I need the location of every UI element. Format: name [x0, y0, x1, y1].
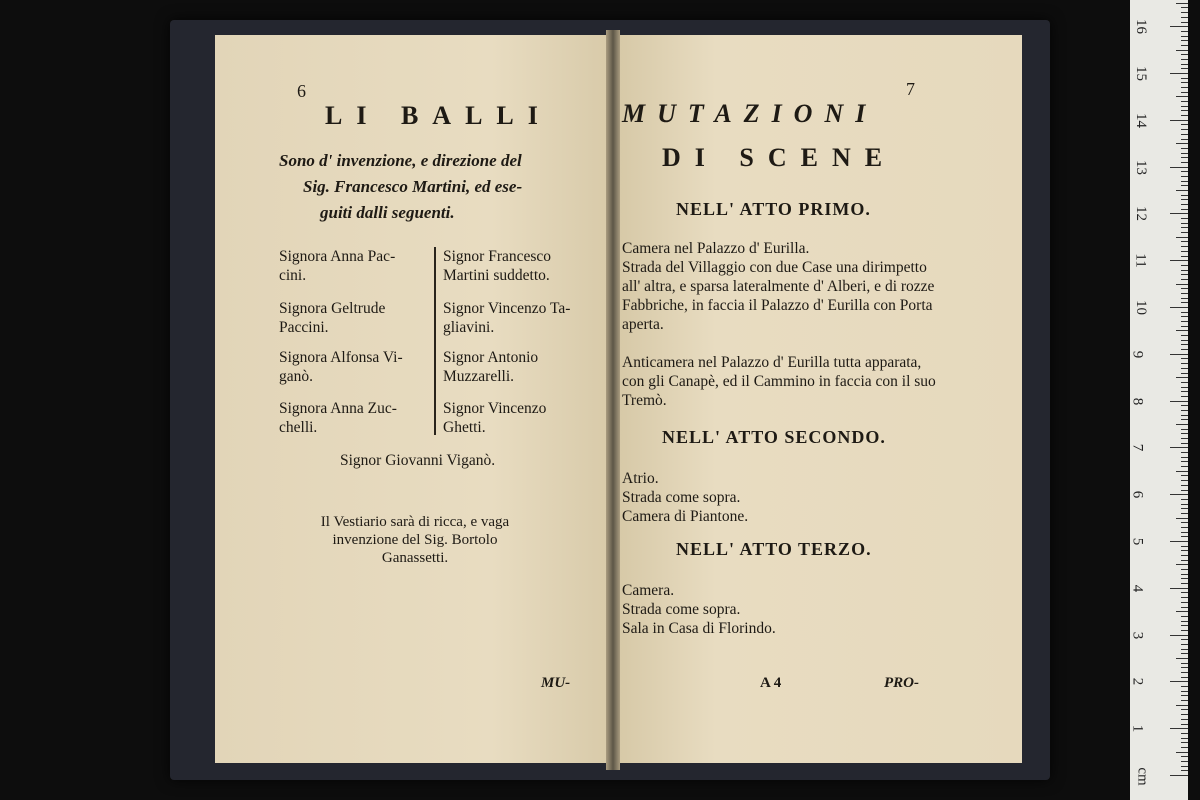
act-heading-1: NELL' ATTO PRIMO. [676, 199, 871, 219]
ruler-tick [1181, 438, 1188, 439]
ruler-number: 12 [1133, 206, 1149, 222]
ruler-tick [1181, 209, 1188, 210]
ruler-tick [1181, 555, 1188, 556]
ruler-tick [1181, 157, 1188, 158]
ruler-tick [1181, 232, 1188, 233]
ruler-tick [1181, 733, 1188, 734]
book-gutter [606, 30, 620, 770]
ruler-tick [1181, 532, 1188, 533]
ruler-tick [1170, 167, 1188, 168]
ruler-number: 16 [1133, 19, 1149, 35]
ruler-tick [1181, 429, 1188, 430]
ruler-tick [1176, 237, 1188, 238]
ruler-tick [1181, 719, 1188, 720]
ruler-number: 3 [1129, 631, 1146, 639]
subtitle-line-3: guiti dalli seguenti. [320, 203, 455, 222]
ruler-tick [1181, 499, 1188, 500]
ruler-tick [1170, 447, 1188, 448]
ruler-tick [1176, 471, 1188, 472]
ruler-tick [1170, 775, 1188, 776]
subtitle-line-2: Sig. Francesco Martini, ed ese- [303, 177, 523, 196]
ruler-tick [1181, 607, 1188, 608]
costume-note-line-3: Ganassetti. [381, 550, 449, 566]
ruler-tick [1181, 639, 1188, 640]
ruler-tick [1181, 466, 1188, 467]
ruler-tick [1181, 513, 1188, 514]
scene-entry: Anticamera nel Palazzo d' Eurilla tutta apparata, con gli Canapè, ed il Cammino in faccia con il suo Tremò. [622, 354, 936, 409]
ruler-number: 4 [1129, 584, 1146, 593]
scene-entry: Camera. [622, 582, 675, 599]
ruler-number: 13 [1133, 159, 1149, 175]
ruler-tick [1181, 382, 1188, 383]
ruler-tick [1181, 574, 1188, 575]
right-page [614, 35, 1022, 763]
ruler-tick [1181, 405, 1188, 406]
ruler-tick [1181, 256, 1188, 257]
ruler-tick [1176, 611, 1188, 612]
ruler-tick [1181, 298, 1188, 299]
ruler-tick [1176, 377, 1188, 378]
ruler-tick [1170, 26, 1188, 27]
ruler-number: 1 [1129, 724, 1146, 733]
ruler-tick [1181, 246, 1188, 247]
ruler-tick [1181, 279, 1188, 280]
dancer-entry: Signor Vincenzo Ghetti. [443, 400, 547, 436]
ruler-tick [1181, 756, 1188, 757]
dancer-entry: Signor Francesco Martini suddetto. [443, 248, 552, 284]
ruler-tick [1181, 92, 1188, 93]
ruler-tick [1181, 78, 1188, 79]
ruler-tick [1170, 494, 1188, 495]
ruler-tick [1176, 3, 1188, 4]
ruler-tick [1181, 335, 1188, 336]
ruler-tick [1181, 288, 1188, 289]
dancer-entry: Signora Anna Zuc- chelli. [279, 400, 397, 436]
ruler-tick [1181, 691, 1188, 692]
ruler-tick [1181, 7, 1188, 8]
ruler-tick [1181, 302, 1188, 303]
ruler-tick [1170, 541, 1188, 542]
ruler-tick [1181, 569, 1188, 570]
ruler-tick [1181, 738, 1188, 739]
ruler-tick [1176, 190, 1188, 191]
ruler-tick [1181, 129, 1188, 130]
ruler-tick [1181, 87, 1188, 88]
scene-entry: Camera nel Palazzo d' Eurilla. [622, 240, 810, 257]
ruler-tick [1181, 181, 1188, 182]
ruler-tick [1176, 705, 1188, 706]
ruler-unit: cm [1134, 767, 1151, 786]
ruler-tick [1181, 312, 1188, 313]
lead-dancer: Signor Giovanni Viganò. [340, 452, 496, 469]
catchword-right: PRO- [884, 675, 919, 691]
costume-note-line-2: invenzione del Sig. Bortolo [332, 532, 498, 548]
ruler-tick [1181, 677, 1188, 678]
ruler-tick [1181, 368, 1188, 369]
ruler-tick [1181, 274, 1188, 275]
ruler-tick [1181, 270, 1188, 271]
act-heading-3: NELL' ATTO TERZO. [676, 539, 872, 559]
ruler-tick [1176, 658, 1188, 659]
ruler-tick [1181, 686, 1188, 687]
ruler-tick [1181, 480, 1188, 481]
ruler-tick [1176, 752, 1188, 753]
ruler-tick [1181, 199, 1188, 200]
scene-entry: Camera di Piantone. [622, 508, 749, 525]
costume-note-line-1: Il Vestiario sarà di ricca, e vaga [320, 514, 510, 530]
ruler-tick [1181, 36, 1188, 37]
ruler-number: 8 [1129, 397, 1146, 405]
ruler-tick [1181, 419, 1188, 420]
ruler-tick [1181, 162, 1188, 163]
ruler-tick [1176, 518, 1188, 519]
ruler-tick [1181, 546, 1188, 547]
ruler-tick [1181, 373, 1188, 374]
scene-entry: Strada come sopra. [622, 489, 741, 506]
ruler-tick [1181, 223, 1188, 224]
ruler-tick [1181, 358, 1188, 359]
ruler-tick [1181, 17, 1188, 18]
dancer-entry: Signora Alfonsa Vi- ganò. [279, 349, 403, 385]
ruler-tick [1181, 59, 1188, 60]
ruler-tick [1181, 649, 1188, 650]
ruler-tick [1181, 344, 1188, 345]
ruler-tick [1181, 583, 1188, 584]
ruler-tick [1181, 101, 1188, 102]
ruler-tick [1181, 321, 1188, 322]
ruler-tick [1181, 578, 1188, 579]
ruler-tick [1181, 695, 1188, 696]
page-subtitle-right: DI SCENE [662, 143, 897, 172]
scene-entry: Atrio. [622, 470, 659, 487]
ruler-tick [1181, 363, 1188, 364]
column-separator [434, 247, 436, 435]
ruler-number: 5 [1129, 537, 1146, 546]
ruler-tick [1170, 73, 1188, 74]
ruler-tick [1181, 597, 1188, 598]
page-number-left: 6 [297, 81, 306, 101]
dancer-entry: Signor Vincenzo Ta- gliavini. [443, 300, 571, 336]
ruler-tick [1181, 195, 1188, 196]
ruler-tick [1181, 508, 1188, 509]
ruler-tick [1181, 64, 1188, 65]
ruler-number: 10 [1133, 300, 1149, 315]
dancer-entry: Signor Antonio Muzzarelli. [443, 349, 539, 385]
ruler-tick [1181, 153, 1188, 154]
ruler-tick [1181, 316, 1188, 317]
ruler-tick [1181, 550, 1188, 551]
ruler-number: 9 [1129, 350, 1146, 359]
ruler-tick [1181, 616, 1188, 617]
ruler-tick [1176, 424, 1188, 425]
dancer-entry: Signora Geltrude Paccini. [279, 300, 386, 336]
ruler-tick [1181, 387, 1188, 388]
ruler-tick [1181, 653, 1188, 654]
ruler-tick [1181, 31, 1188, 32]
ruler-tick [1181, 485, 1188, 486]
ruler-tick [1181, 68, 1188, 69]
scene-entry: Strada del Villaggio con due Case una dirimpetto all' altra, e sparsa lateralmente d' Alberi, e di rozze Fabbriche, in faccia il Palazzo d' Eurilla con Porta aperta. [622, 259, 935, 333]
ruler-tick [1181, 592, 1188, 593]
ruler-tick [1181, 293, 1188, 294]
ruler-tick [1181, 461, 1188, 462]
ruler-tick [1170, 354, 1188, 355]
ruler-tick [1181, 663, 1188, 664]
ruler-tick [1181, 148, 1188, 149]
ruler-number: 7 [1129, 444, 1146, 452]
act-heading-2: NELL' ATTO SECONDO. [662, 427, 886, 447]
ruler-tick [1181, 410, 1188, 411]
ruler-tick [1181, 110, 1188, 111]
ruler-tick [1181, 340, 1188, 341]
ruler-tick [1181, 40, 1188, 41]
ruler-number: 14 [1133, 112, 1149, 128]
ruler-tick [1181, 106, 1188, 107]
ruler-tick [1181, 490, 1188, 491]
page-title-right: MUTAZIONI [622, 99, 878, 128]
ruler-tick [1170, 635, 1188, 636]
dancer-entry: Signora Anna Pac- cini. [279, 248, 396, 284]
ruler-tick [1181, 709, 1188, 710]
ruler-tick [1181, 241, 1188, 242]
ruler-tick [1170, 681, 1188, 682]
ruler-tick [1176, 50, 1188, 51]
ruler-tick [1181, 185, 1188, 186]
ruler-tick [1181, 630, 1188, 631]
ruler-tick [1181, 700, 1188, 701]
ruler-tick [1181, 724, 1188, 725]
ruler-tick [1176, 564, 1188, 565]
ruler-tick [1170, 120, 1188, 121]
ruler-tick [1181, 391, 1188, 392]
ruler-tick [1181, 452, 1188, 453]
ruler-tick [1181, 522, 1188, 523]
ruler-tick [1181, 218, 1188, 219]
ruler-tick [1181, 536, 1188, 537]
ruler-tick [1181, 265, 1188, 266]
ruler-tick [1181, 443, 1188, 444]
ruler-tick [1181, 770, 1188, 771]
ruler-tick [1176, 284, 1188, 285]
ruler-tick [1181, 124, 1188, 125]
ruler-tick [1181, 12, 1188, 13]
ruler-tick [1181, 45, 1188, 46]
ruler-tick [1170, 401, 1188, 402]
page-title-left: LI BALLI [325, 101, 552, 130]
ruler-tick [1181, 475, 1188, 476]
ruler-tick [1181, 527, 1188, 528]
ruler-tick [1181, 714, 1188, 715]
ruler-number: 11 [1132, 253, 1149, 268]
ruler-tick [1181, 433, 1188, 434]
scene-entry: Sala in Casa di Florindo. [622, 620, 776, 637]
ruler-tick [1181, 747, 1188, 748]
scene-entry: Strada come sopra. [622, 601, 741, 618]
ruler-tick [1181, 602, 1188, 603]
ruler-tick [1181, 204, 1188, 205]
subtitle-line-1: Sono d' invenzione, e direzione del [279, 151, 522, 170]
measurement-ruler [1130, 0, 1188, 800]
ruler-tick [1170, 588, 1188, 589]
ruler-tick [1181, 457, 1188, 458]
ruler-tick [1181, 625, 1188, 626]
catchword-left: MU- [541, 675, 571, 691]
ruler-tick [1181, 176, 1188, 177]
ruler-tick [1170, 213, 1188, 214]
ruler-tick [1181, 115, 1188, 116]
ruler-tick [1176, 96, 1188, 97]
ruler-tick [1176, 330, 1188, 331]
ruler-tick [1181, 621, 1188, 622]
ruler-tick [1181, 504, 1188, 505]
page-number-right: 7 [906, 79, 915, 99]
ruler-tick [1181, 742, 1188, 743]
ruler-tick [1181, 251, 1188, 252]
ruler-tick [1181, 82, 1188, 83]
ruler-tick [1170, 260, 1188, 261]
signature-mark: A 4 [760, 675, 782, 691]
ruler-tick [1181, 139, 1188, 140]
ruler-number: 6 [1129, 490, 1146, 499]
ruler-tick [1181, 672, 1188, 673]
ruler-tick [1181, 415, 1188, 416]
ruler-tick [1181, 396, 1188, 397]
ruler-tick [1181, 761, 1188, 762]
ruler-tick [1181, 560, 1188, 561]
ruler-tick [1181, 326, 1188, 327]
ruler-tick [1181, 22, 1188, 23]
ruler-tick [1181, 171, 1188, 172]
left-page [215, 35, 610, 763]
ruler-number: 15 [1133, 66, 1149, 81]
ruler-tick [1181, 644, 1188, 645]
ruler-tick [1181, 227, 1188, 228]
ruler-tick [1181, 766, 1188, 767]
ruler-tick [1181, 54, 1188, 55]
ruler-number: 2 [1129, 678, 1146, 686]
ruler-tick [1181, 667, 1188, 668]
ruler-tick [1181, 134, 1188, 135]
ruler-tick [1170, 307, 1188, 308]
ruler-tick [1176, 143, 1188, 144]
ruler-tick [1181, 349, 1188, 350]
ruler-tick [1170, 728, 1188, 729]
